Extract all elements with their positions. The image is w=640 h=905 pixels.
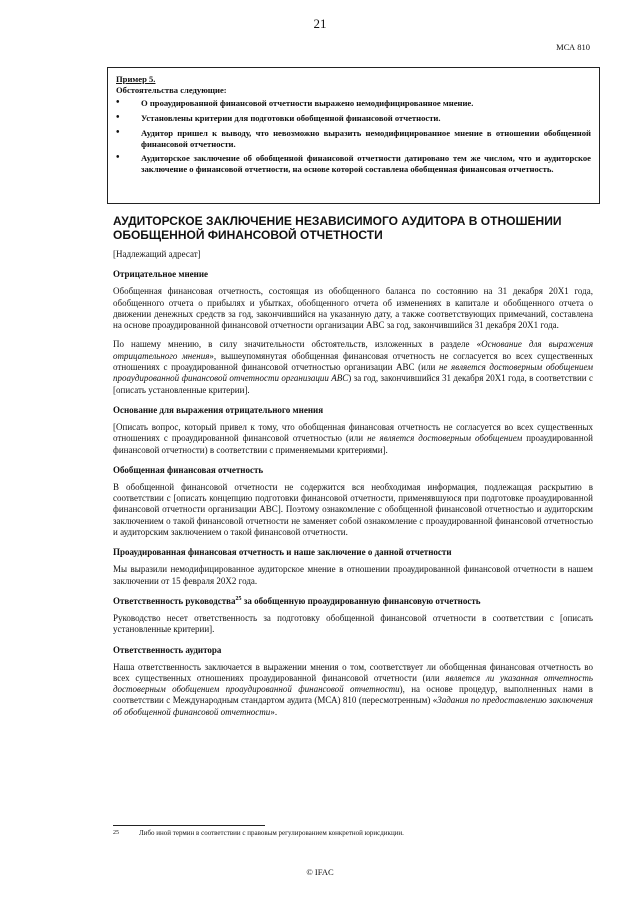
copyright: © IFAC [306, 867, 334, 877]
italic-text: является ли указанная отчетность достоверным обобщением проаудированной финансовой отчетности [113, 672, 593, 695]
footnote-mark: 25 [113, 830, 119, 836]
text-run: ». [270, 706, 278, 717]
report-content [113, 214, 593, 726]
example-bullet-list [116, 98, 591, 175]
italic-text: Задания по предоставлению заключения об обобщенной финансовой отчетности [113, 695, 593, 717]
section-heading-audited-statements: Проаудированная финансовая отчетность и наше заключение о данной отчетности [113, 547, 452, 558]
italic-text: Основание для выражения отрицательного мнения [113, 339, 593, 361]
text-run: проаудированной финансовой отчетности) в соответствии с применяемыми критериями]. [113, 433, 593, 455]
paragraph-summary-statements: В обобщенной финансовой отчетности не содержится вся необходимая информация, подлежащая раскрытию в соответствии с [описать концепцию подготовки финансовой отчетности, применявшуюся при подготовке проаудированной финансовой отчетности организации ABC]. Поэтому ознакомление с обобщенной финансовой отчетностью и аудиторским заключением о такой финансовой отчетности не заменяет собой ознакомление с проаудированной финансовой отчетностью и аудиторским заключением о такой финансовой отчетности. [113, 481, 593, 538]
section-heading-basis: Основание для выражения отрицательного мнения [113, 404, 324, 415]
addressee: [Надлежащий адресат] [113, 249, 201, 259]
footnote-reference[interactable]: 25 [235, 595, 242, 602]
text-run: Наша ответственность заключается в выражении мнения о том, соответствует ли обобщенная финансовая отчетность во всех существенных отношениях проаудированной финансовой отчетности (или [113, 661, 593, 683]
paragraph-basis [113, 422, 593, 456]
section-heading-summary-statements: Обобщенная финансовая отчетность [113, 464, 264, 475]
report-title: АУДИТОРСКОЕ ЗАКЛЮЧЕНИЕ НЕЗАВИСИМОГО АУДИТОРА В ОТНОШЕНИИ ОБОБЩЕННОЙ ФИНАНСОВОЙ ОТЧЕТНОСТИ [113, 214, 562, 242]
section-heading-management-responsibility [113, 596, 593, 607]
footnote [113, 829, 593, 838]
example-bullet: • Аудитор пришел к выводу, что невозможно выразить немодифицированное мнение в отношении обобщенной финансовой отчетности. [116, 128, 591, 150]
section-heading-adverse-opinion: Отрицательное мнение [113, 269, 209, 280]
text-run: Ответственность руководства [113, 595, 236, 606]
paragraph-audited-statements: Мы выразили немодифицированное аудиторское мнение в отношении проаудированной финансовой отчетности в нашем заключении от 15 февраля 20X2 года. [113, 564, 593, 586]
document-code: МСА 810 [556, 42, 590, 52]
text-run: », вышеупомянутая обобщенная финансовая отчетность не согласуется во всех существенных отношениях с проаудированной финансовой отчетностью организации ABC (или [113, 350, 594, 373]
paragraph-management-responsibility: Руководство несет ответственность за подготовку обобщенной финансовой отчетности в соответствии с [описать установленные критерии]. [113, 612, 593, 635]
example-bullet: • Аудиторское заключение об обобщенной финансовой отчетности датировано тем же числом, что и аудиторское заключение о финансовой отчетности, на основе которой составлена обобщенная финансовая отчетность. [116, 153, 591, 175]
example-bullet: • О проаудированной финансовой отчетности выражено немодифицированное мнение. [116, 98, 591, 109]
text-run: ) за год, закончившийся 31 декабря 20X1 года, в соответствии с [описать установленные критерии]. [113, 373, 593, 395]
text-run: [Описать вопрос, который привел к тому, что обобщенная финансовая отчетность не согласуется во всех существенных отношениях с проаудированной финансовой отчетностью (или [113, 421, 593, 444]
italic-text: не является достоверным обобщением [367, 433, 523, 444]
text-run: По нашему мнению, в силу значительности обстоятельств, изложенных в разделе « [113, 339, 482, 350]
example-title: Пример 5. [116, 74, 156, 84]
footnote-divider [113, 825, 265, 826]
text-run: ), на основе процедур, выполненных нами в соответствии с Международным стандартом аудита (МСА) 810 (пересмотренным) « [113, 684, 594, 706]
text-run: за обобщенную проаудированную финансовую отчетность [241, 595, 481, 606]
paragraph-adverse-opinion-1: Обобщенная финансовая отчетность, состоящая из обобщенного баланса по состоянию на 31 декабря 20X1 года, обобщенного отчета о прибылях и убытках, обобщенного отчета об изменениях в капитале и обобщенного отчета о движении денежных средств за год, закончившийся на указанную дату, а также соответствующих примечаний, составлена на основе проаудированной финансовой отчетности организации ABC за год, закончившийся 31 декабря 20X1 года. [113, 286, 593, 331]
italic-text: не является достоверным обобщением проаудированной финансовой отчетности организации ABC [113, 362, 593, 384]
footnote-text: Либо иной термин в соответствии с правовым регулированием конкретной юрисдикции. [139, 829, 404, 837]
paragraph-auditor-responsibility [113, 662, 593, 718]
paragraph-adverse-opinion-2 [113, 339, 593, 395]
section-heading-auditor-responsibility: Ответственность аудитора [113, 644, 222, 655]
example-bullet: • Установлены критерии для подготовки обобщенной финансовой отчетности. [116, 113, 591, 124]
example-box [107, 67, 600, 204]
example-intro: Обстоятельства следующие: [116, 84, 227, 95]
page-number: 21 [313, 16, 327, 31]
